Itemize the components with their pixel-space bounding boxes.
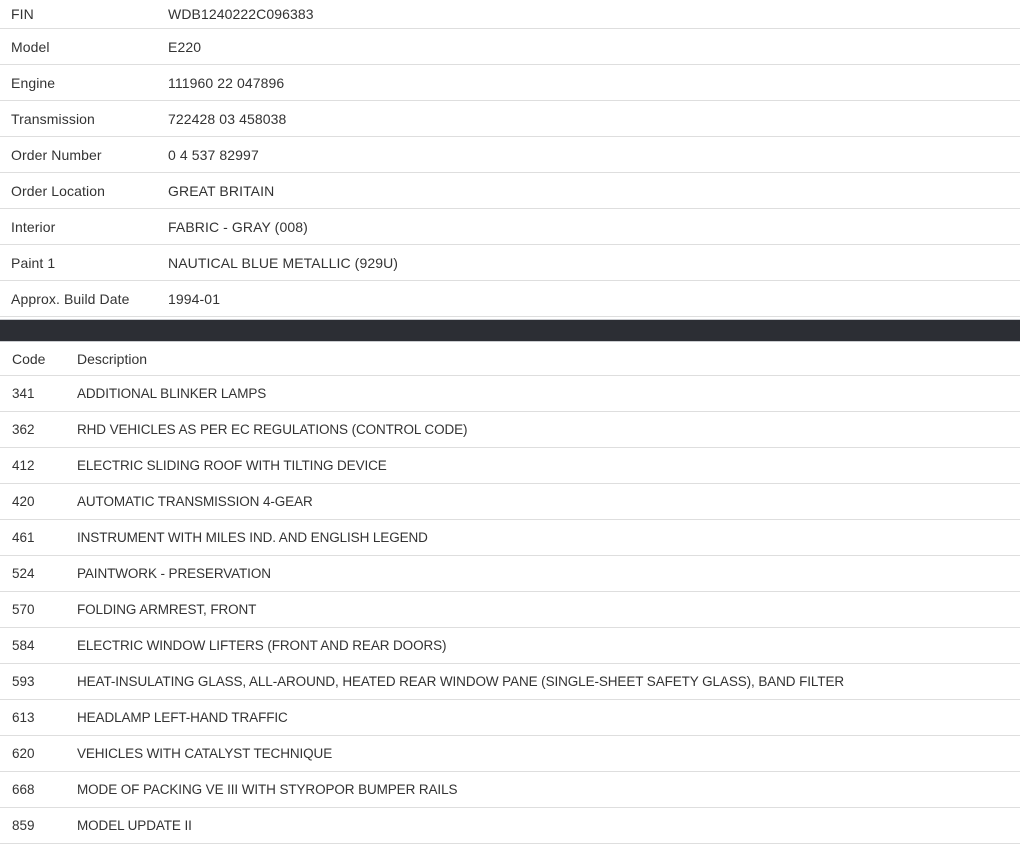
vehicle-info-table (0, 0, 1020, 317)
code-cell: 524 (12, 566, 35, 581)
info-value: E220 (168, 38, 202, 55)
description-cell: INSTRUMENT WITH MILES IND. AND ENGLISH LEGEND (77, 530, 428, 545)
description-cell: RHD VEHICLES AS PER EC REGULATIONS (CONTROL CODE) (77, 422, 468, 437)
description-cell: MODEL UPDATE II (77, 818, 192, 833)
description-cell: ELECTRIC SLIDING ROOF WITH TILTING DEVICE (77, 458, 387, 473)
description-cell: VEHICLES WITH CATALYST TECHNIQUE (77, 746, 333, 761)
info-row (0, 101, 1020, 137)
option-codes-table (0, 342, 1020, 844)
info-value: WDB1240222C096383 (168, 6, 314, 22)
table-row (0, 412, 1020, 448)
code-column-header: Code (12, 350, 46, 367)
code-cell: 620 (12, 746, 35, 761)
code-cell: 461 (12, 530, 35, 545)
code-cell: 593 (12, 674, 35, 689)
table-row (0, 520, 1020, 556)
info-label: Interior (11, 218, 56, 235)
info-row (0, 65, 1020, 101)
table-row (0, 448, 1020, 484)
description-cell: AUTOMATIC TRANSMISSION 4-GEAR (77, 494, 313, 509)
table-row (0, 484, 1020, 520)
info-label: Model (11, 38, 50, 55)
description-cell: MODE OF PACKING VE III WITH STYROPOR BUMPER RAILS (77, 782, 458, 797)
table-row (0, 592, 1020, 628)
code-cell: 584 (12, 638, 35, 653)
info-label: Order Location (11, 182, 106, 199)
codes-table-body (0, 376, 1020, 844)
info-label: Order Number (11, 146, 102, 163)
section-divider-bar (0, 319, 1020, 342)
table-row (0, 736, 1020, 772)
table-row (0, 808, 1020, 844)
info-row (0, 0, 1020, 29)
info-label: FIN (11, 6, 34, 22)
description-cell: FOLDING ARMREST, FRONT (77, 602, 257, 617)
code-cell: 412 (12, 458, 35, 473)
table-row (0, 664, 1020, 700)
table-row (0, 628, 1020, 664)
info-value: 1994-01 (168, 290, 221, 307)
table-row (0, 700, 1020, 736)
code-cell: 613 (12, 710, 35, 725)
info-row (0, 29, 1020, 65)
description-cell: HEADLAMP LEFT-HAND TRAFFIC (77, 710, 288, 725)
code-cell: 570 (12, 602, 35, 617)
info-row (0, 281, 1020, 317)
info-row (0, 209, 1020, 245)
description-cell: ELECTRIC WINDOW LIFTERS (FRONT AND REAR DOORS) (77, 638, 447, 653)
codes-table-header (0, 342, 1020, 376)
code-cell: 668 (12, 782, 35, 797)
info-value: GREAT BRITAIN (168, 182, 275, 199)
info-row (0, 137, 1020, 173)
code-cell: 362 (12, 422, 35, 437)
code-cell: 859 (12, 818, 35, 833)
info-value: 722428 03 458038 (168, 110, 287, 127)
code-cell: 420 (12, 494, 35, 509)
description-cell: ADDITIONAL BLINKER LAMPS (77, 386, 267, 401)
description-cell: HEAT-INSULATING GLASS, ALL-AROUND, HEATED REAR WINDOW PANE (SINGLE-SHEET SAFETY GLASS), BAND FILTER (77, 674, 844, 689)
info-value: 111960 22 047896 (168, 74, 285, 91)
info-value: FABRIC - GRAY (008) (168, 218, 308, 235)
description-cell: PAINTWORK - PRESERVATION (77, 566, 271, 581)
info-label: Transmission (11, 110, 95, 127)
info-label: Engine (11, 74, 56, 91)
description-column-header: Description (77, 350, 148, 367)
info-label: Paint 1 (11, 254, 56, 271)
info-row (0, 245, 1020, 281)
table-row (0, 556, 1020, 592)
info-value: NAUTICAL BLUE METALLIC (929U) (168, 254, 399, 271)
table-row (0, 376, 1020, 412)
info-value: 0 4 537 82997 (168, 146, 259, 163)
table-row (0, 772, 1020, 808)
code-cell: 341 (12, 386, 35, 401)
info-label: Approx. Build Date (11, 290, 130, 307)
info-row (0, 173, 1020, 209)
